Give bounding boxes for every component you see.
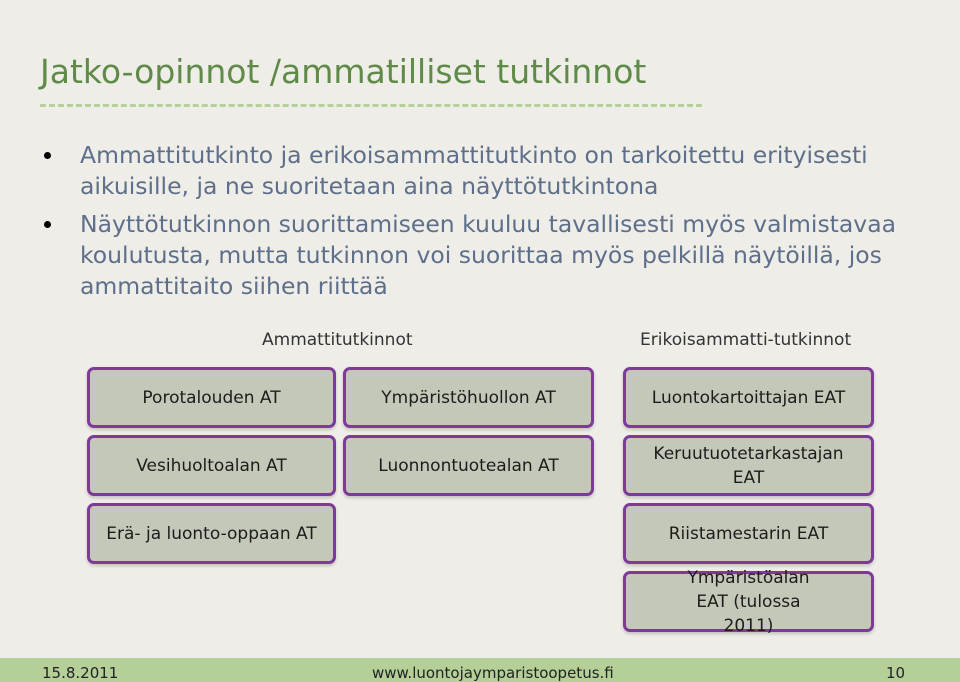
footer-page-number: 10 xyxy=(886,664,906,682)
degree-box-luontokartoittaja: Luontokartoittajan EAT xyxy=(623,367,874,428)
bullet-text: Näyttötutkinnon suorittamiseen kuuluu tavallisesti myös valmistavaa koulutusta, mutta tutkinnon voi suorittaa myös pelkillä näytöillä, jos ammattitaito siihen riittää xyxy=(80,210,897,300)
eat-column-heading: Erikoisammatti-tutkinnot xyxy=(640,330,852,350)
degree-box-riistamestari: Riistamestarin EAT xyxy=(623,503,874,564)
at-column-heading: Ammattitutkinnot xyxy=(262,330,413,350)
degree-box-ymparistohuolto: Ympäristöhuollon AT xyxy=(343,367,594,428)
bullet-dot-icon xyxy=(44,221,51,228)
degree-box-keruutuotetarkastaja: Keruutuotetarkastajan EAT xyxy=(623,435,874,496)
bullet-list xyxy=(42,140,922,309)
degree-box-luonnontuote: Luonnontuotealan AT xyxy=(343,435,594,496)
degree-box-porotalous: Porotalouden AT xyxy=(87,367,336,428)
degree-box-ymparistoala: Ympäristöalan EAT (tulossa 2011) xyxy=(623,571,874,632)
degree-box-era-luonto-opas: Erä- ja luonto-oppaan AT xyxy=(87,503,336,564)
bullet-dot-icon xyxy=(44,152,51,159)
bullet-item xyxy=(42,209,922,302)
title-divider xyxy=(40,104,702,107)
slide-title: Jatko-opinnot /ammatilliset tutkinnot xyxy=(40,52,647,91)
bullet-text: Ammattitutkinto ja erikoisammattitutkinto on tarkoitettu erityisesti aikuisille, ja ne suoritetaan aina näyttötutkintona xyxy=(80,141,868,200)
degree-box-vesihuolto: Vesihuoltoalan AT xyxy=(87,435,336,496)
footer-url: www.luontojaymparistoopetus.fi xyxy=(372,664,614,682)
bullet-item xyxy=(42,140,922,202)
footer-date: 15.8.2011 xyxy=(42,664,119,682)
